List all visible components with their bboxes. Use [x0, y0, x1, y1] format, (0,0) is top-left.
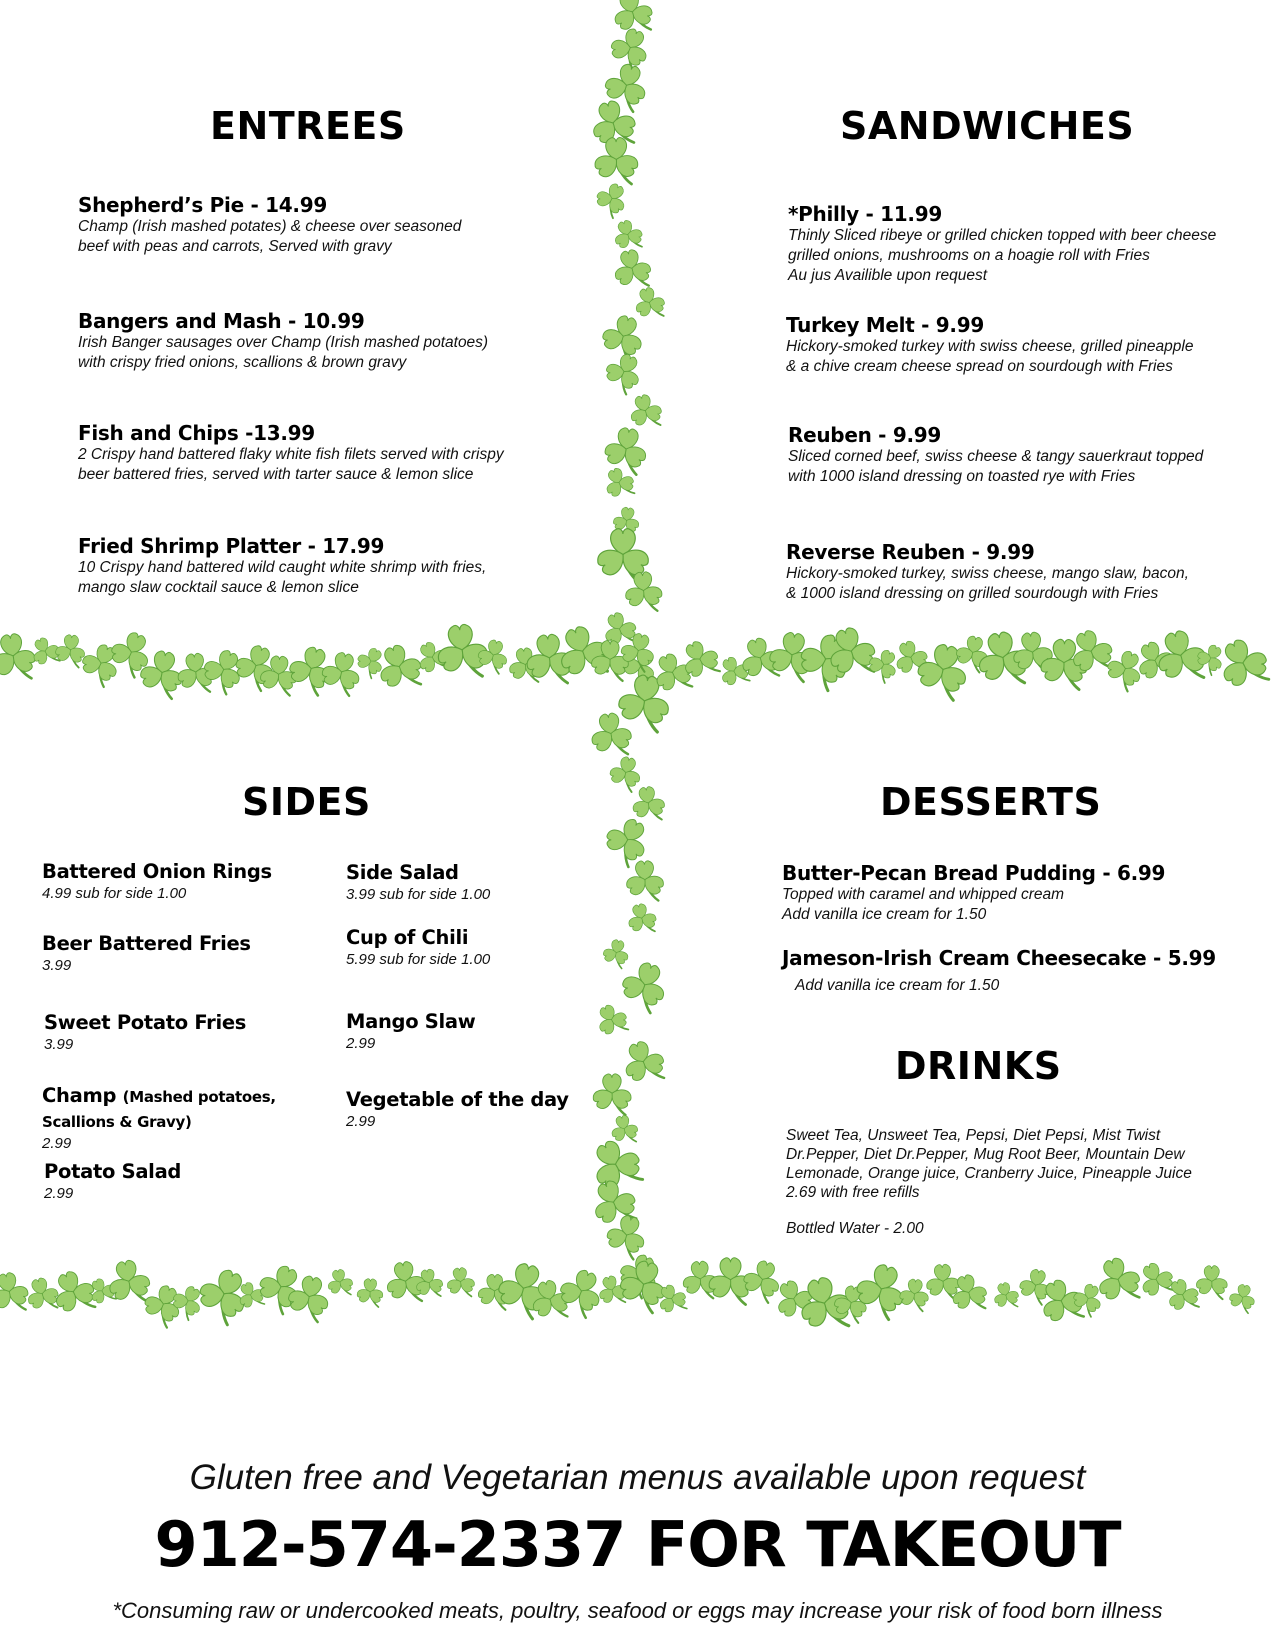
side-item: [346, 861, 490, 905]
desserts-heading: DESSERTS: [880, 780, 1102, 824]
entree-name: Bangers and Mash - 10.99: [78, 309, 365, 333]
shamrock-icon: [897, 1278, 932, 1312]
sandwich-name: Reuben - 9.99: [788, 423, 941, 447]
shamrock-icon: [608, 246, 656, 293]
shamrock-icon: [444, 1266, 477, 1298]
side-item: [346, 1088, 569, 1132]
entree-name: Shepherd’s Pie - 14.99: [78, 193, 327, 217]
side-item: [346, 926, 490, 970]
shamrock-icon: [630, 284, 670, 323]
drinks-line: Dr.Pepper, Diet Dr.Pepper, Mug Root Beer, Mountain Dew: [786, 1146, 1185, 1163]
side-price: 3.99 sub for side 1.00: [346, 886, 491, 903]
shamrock-icon: [605, 753, 646, 793]
side-item: [44, 1011, 246, 1055]
entree-desc: 10 Crispy hand battered wild caught white shrimp with fries, mango slaw cocktail sauce & lemon slice: [78, 559, 487, 596]
shamrock-icon: [624, 391, 667, 433]
side-price: 3.99: [44, 1036, 74, 1053]
sandwich-name: *Philly - 11.99: [788, 202, 942, 226]
drinks-list: [786, 1126, 1226, 1238]
entree-name: Fish and Chips -13.99: [78, 421, 315, 445]
entree-desc: Champ (Irish mashed potates) & cheese over seasoned beef with peas and carrots, Served with gravy: [78, 218, 462, 255]
shamrock-icon: [622, 571, 665, 613]
dessert-item: [782, 946, 1216, 996]
entree-name: Fried Shrimp Platter - 17.99: [78, 534, 385, 558]
shamrock-icon: [737, 1256, 787, 1305]
side-name: Battered Onion Rings: [42, 860, 272, 883]
side-name-extra: (Mashed potatoes, Scallions & Gravy): [42, 1088, 276, 1131]
dessert-name: Butter-Pecan Bread Pudding - 6.99: [782, 861, 1166, 885]
shamrock-icon: [473, 637, 513, 676]
dietary-note: Gluten free and Vegetarian menus available upon request: [189, 1458, 1086, 1497]
side-price: 2.99: [42, 1135, 72, 1152]
sandwich-item: [786, 313, 1193, 377]
side-price: 2.99: [346, 1035, 376, 1052]
side-price: 2.99: [44, 1185, 74, 1202]
sandwich-item: [788, 423, 1203, 487]
side-name: Sweet Potato Fries: [44, 1011, 247, 1034]
shamrock-icon: [592, 137, 641, 184]
sandwich-item: [788, 202, 1216, 286]
shamrock-icon: [590, 999, 634, 1042]
sandwich-desc: Hickory-smoked turkey, swiss cheese, mango slaw, bacon, & 1000 island dressing on grilled sourdough with Fries: [786, 565, 1189, 602]
side-name-champ: [42, 1084, 276, 1134]
side-name: Mango Slaw: [346, 1010, 476, 1033]
food-safety-disclaimer: *Consuming raw or undercooked meats, poultry, seafood or eggs may increase your risk of food born illness: [112, 1598, 1163, 1623]
entree-desc: 2 Crispy hand battered flaky white fish filets served with crispy beer battered fries, served with tarter sauce & lemon slice: [78, 446, 504, 483]
side-name: Champ: [42, 1084, 117, 1107]
shamrock-icon: [615, 1035, 672, 1091]
sandwich-desc: Thinly Sliced ribeye or grilled chicken topped with beer cheese grilled onions, mushrooms on a hoagie roll with Fries Au jus Availible upon request: [788, 227, 1217, 284]
side-item: [42, 1084, 276, 1154]
shamrock-icon: [0, 1269, 33, 1316]
side-name: Potato Salad: [44, 1160, 182, 1183]
shamrock-icon: [609, 216, 648, 254]
dessert-name: Jameson-Irish Cream Cheesecake - 5.99: [782, 946, 1216, 970]
entree-item: [78, 309, 488, 373]
side-item: [42, 860, 272, 904]
drinks-line: 2.69 with free refills: [786, 1184, 920, 1201]
shamrock-icon: [324, 1267, 356, 1298]
entree-item: [78, 534, 486, 598]
shamrock-icon: [1194, 1266, 1229, 1300]
shamrock-icon: [355, 1278, 385, 1307]
takeout-phone: 912-574-2337 FOR TAKEOUT: [154, 1508, 1121, 1581]
shamrock-icon: [598, 348, 648, 398]
sandwich-item: [786, 540, 1189, 604]
shamrock-icon: [590, 1074, 633, 1116]
entree-item: [78, 421, 504, 485]
side-name: Cup of Chili: [346, 926, 469, 949]
entrees-heading: ENTREES: [210, 104, 406, 148]
sandwich-name: Reverse Reuben - 9.99: [786, 540, 1035, 564]
sandwich-desc: Hickory-smoked turkey with swiss cheese, grilled pineapple & a chive cream cheese spread on sourdough with Fries: [786, 338, 1194, 375]
shamrock-icon: [590, 178, 634, 221]
shamrock-icon: [624, 860, 667, 901]
drinks-line: Sweet Tea, Unsweet Tea, Pepsi, Diet Pepsi, Mist Twist: [786, 1127, 1161, 1144]
side-price: 2.99: [346, 1113, 376, 1130]
side-item: [44, 1160, 181, 1204]
bottled-water: Bottled Water - 2.00: [786, 1220, 924, 1237]
drinks-line: Lemonade, Orange juice, Cranberry Juice, Pineapple Juice: [786, 1165, 1192, 1182]
side-name: Side Salad: [346, 861, 459, 884]
side-price: 5.99 sub for side 1.00: [346, 951, 491, 968]
sandwich-name: Turkey Melt - 9.99: [786, 313, 984, 337]
side-name: Vegetable of the day: [346, 1088, 569, 1111]
side-name: Beer Battered Fries: [42, 932, 251, 955]
side-item: [346, 1010, 476, 1054]
shamrock-icon: [628, 784, 668, 823]
sides-heading: SIDES: [242, 780, 371, 824]
side-price: 3.99: [42, 957, 72, 974]
dessert-desc: Add vanilla ice cream for 1.50: [795, 977, 1000, 994]
sandwiches-heading: SANDWICHES: [840, 104, 1135, 148]
side-item: [42, 932, 251, 976]
entree-desc: Irish Banger sausages over Champ (Irish mashed potatoes) with crispy fried onions, scallions & brown gravy: [78, 334, 489, 371]
shamrock-icon: [600, 425, 653, 476]
shamrock-icon: [989, 1280, 1022, 1313]
side-price: 4.99 sub for side 1.00: [42, 885, 187, 902]
dessert-desc: Topped with caramel and whipped cream Add vanilla ice cream for 1.50: [782, 886, 1065, 923]
shamrock-icon: [614, 956, 675, 1016]
shamrock-icon: [623, 901, 661, 938]
drinks-heading: DRINKS: [895, 1044, 1062, 1088]
sandwich-desc: Sliced corned beef, swiss cheese & tangy sauerkraut topped with 1000 island dressing on toasted rye with Fries: [788, 448, 1204, 485]
shamrock-icon: [599, 937, 632, 969]
dessert-item: [782, 861, 1165, 925]
entree-item: [78, 193, 461, 257]
shamrock-icon: [1226, 1282, 1259, 1314]
shamrock-icon: [599, 463, 640, 504]
